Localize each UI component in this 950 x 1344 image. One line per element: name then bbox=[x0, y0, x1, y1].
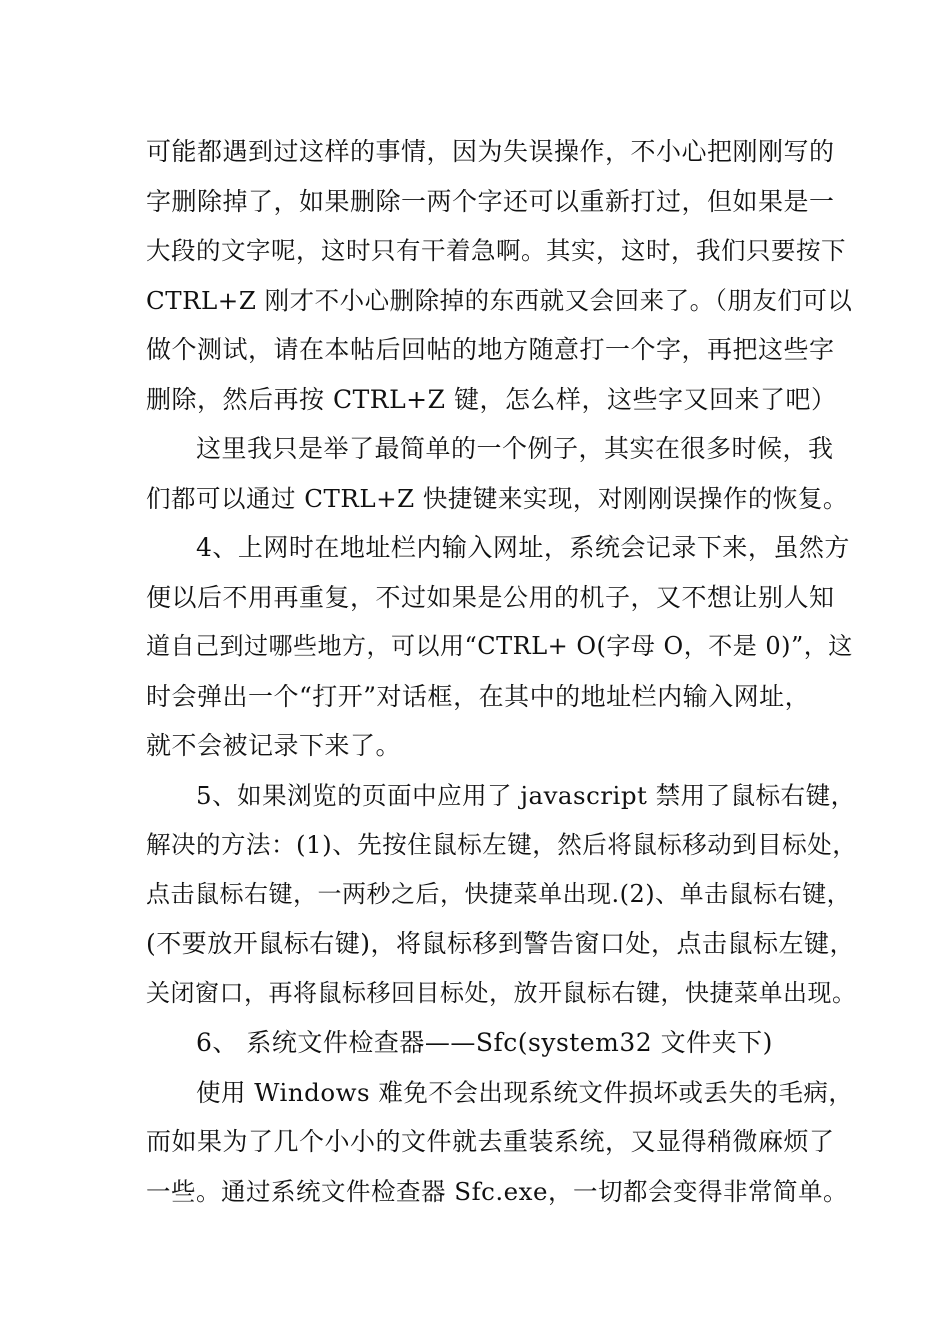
paragraph-first-line: 使用 Windows 难免不会出现系统文件损坏或丢失的毛病， bbox=[196, 1077, 854, 1107]
text-line: 可能都遇到过这样的事情，因为失误操作，不小心把刚刚写的 bbox=[146, 137, 835, 166]
text-line: 而如果为了几个小小的文件就去重装系统，又显得稍微麻烦了 bbox=[146, 1127, 835, 1156]
text-line: (不要放开鼠标右键)，将鼠标移到警告窗口处，点击鼠标左键， bbox=[146, 929, 856, 958]
text-line: 点击鼠标右键，一两秒之后，快捷菜单出现.(2)、单击鼠标右键， bbox=[146, 879, 852, 908]
text-line: 时会弹出一个“打开”对话框，在其中的地址栏内输入网址， bbox=[146, 681, 811, 711]
text-line: 删除，然后再按 CTRL+Z 键，怎么样，这些字又回来了吧） bbox=[146, 384, 837, 414]
text-line: 解决的方法：(1)、先按住鼠标左键，然后将鼠标移动到目标处， bbox=[146, 830, 858, 859]
text-line: 关闭窗口，再将鼠标移回目标处，放开鼠标右键，快捷菜单出现。 bbox=[146, 978, 857, 1007]
text-line: 道自己到过哪些地方，可以用“CTRL+ O(字母 O，不是 0)”，这 bbox=[146, 632, 853, 660]
text-line: 做个测试，请在本帖后回帖的地方随意打一个字，再把这些字 bbox=[146, 335, 835, 364]
text-line: CTRL+Z 刚才不小心删除掉的东西就又会回来了。（朋友们可以 bbox=[146, 285, 853, 315]
text-line: 大段的文字呢，这时只有干着急啊。其实，这时，我们只要按下 bbox=[146, 236, 846, 265]
paragraph-first-line: 4、上网时在地址栏内输入网址，系统会记录下来，虽然方 bbox=[196, 533, 850, 562]
text-line: 就不会被记录下来了。 bbox=[146, 731, 402, 760]
text-line: 一些。通过系统文件检查器 Sfc.exe，一切都会变得非常简单。 bbox=[146, 1176, 848, 1206]
text-line: 字删除掉了，如果删除一两个字还可以重新打过，但如果是一 bbox=[146, 186, 835, 216]
section-heading: 6、 系统文件检查器——Sfc(system32 文件夹下) bbox=[196, 1028, 773, 1057]
document-text-body bbox=[146, 127, 858, 1216]
text-line: 们都可以通过 CTRL+Z 快捷键来实现，对刚刚误操作的恢复。 bbox=[146, 483, 848, 513]
text-line: 便以后不用再重复，不过如果是公用的机子，又不想让别人知 bbox=[146, 582, 835, 612]
paragraph-first-line: 这里我只是举了最简单的一个例子，其实在很多时候，我 bbox=[196, 434, 834, 463]
paragraph-first-line: 5、如果浏览的页面中应用了 javascript 禁用了鼠标右键， bbox=[196, 780, 856, 810]
